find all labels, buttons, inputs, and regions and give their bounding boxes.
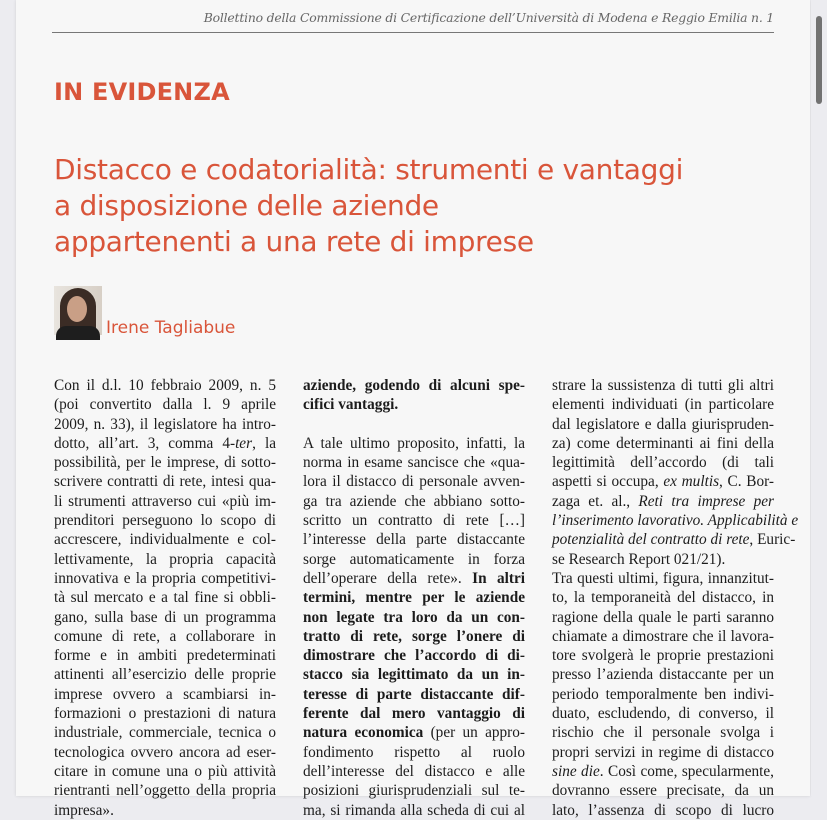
text-line: to, la temporaneità del distacco, in	[552, 589, 774, 607]
text-line: forme e in ambiti predeterminati	[54, 647, 276, 665]
author-byline	[54, 286, 236, 338]
title-line: Distacco e codatorialità: strumenti e vantaggi	[54, 153, 684, 186]
text-line: chiamate a dimostrare che il lavora-	[552, 627, 774, 645]
text-line: periodo temporalmente ben indivi-	[552, 685, 774, 703]
text-line: accrescere, individualmente e col-	[54, 531, 276, 549]
text-line: li strumenti attraverso cui «più im-	[54, 492, 276, 510]
text-line: dell’interesse del distacco e alle	[303, 762, 525, 780]
paragraph-gap	[303, 415, 525, 434]
text-line: rischio che il personale svolga i	[552, 724, 774, 742]
text-line: lato, l’assenza di scopo di lucro	[552, 801, 774, 819]
text-line: rientranti nell’oggetto della propria	[54, 782, 276, 800]
text-line: sine die. Così come, specularmente,	[552, 762, 774, 780]
text-line: scritto un contratto di rete […]	[303, 512, 525, 530]
title-line: appartenenti a una rete di imprese	[54, 225, 534, 258]
text-line: ga tra aziende che abbiano sotto-	[303, 492, 525, 510]
text-line: scrivere contratti di rete, intesi qua-	[54, 473, 276, 491]
text-line: se Research Report 021/21).	[552, 550, 726, 568]
text-line: tà sul mercato e a tal fine si obbli-	[54, 589, 276, 607]
text-line-bold: non legate tra loro da un con-	[303, 608, 525, 626]
text-line: citare in comune una o più attività	[54, 762, 276, 780]
scrollbar-track[interactable]	[811, 0, 827, 796]
text-line: comune di rete, a collaborare in	[54, 627, 276, 645]
author-photo-icon	[54, 286, 102, 335]
text-line: tecnologica ovvero ancora ad eser-	[54, 743, 276, 761]
text-line: zaga et. al., Reti tra imprese per	[552, 492, 774, 510]
text-line: dotto, all’art. 3, comma 4-ter, la	[54, 434, 276, 452]
text-line: potenzialità del contratto di rete, Euric-	[552, 531, 796, 549]
text-line-bold: stacco sia legittimato da un in-	[303, 666, 525, 684]
text-line: tore svolgerà le proprie prestazioni	[552, 647, 774, 665]
text-line: lora il distacco di personale avven-	[303, 473, 525, 491]
running-header: Bollettino della Commissione di Certificazione dell’Università di Modena e Reggio Emilia n. 1	[203, 10, 774, 25]
text-line: dal legislatore e dalla giurispruden-	[552, 415, 774, 433]
text-line: dell’operare della rete». In altri	[303, 569, 525, 587]
text-line: elementi individuati (in particolare	[552, 396, 774, 414]
text-line: strare la sussistenza di tutti gli altri	[552, 377, 774, 394]
text-line: duato, escludendo, di converso, il	[552, 705, 774, 723]
text-line: dovranno essere precisate, da un	[552, 782, 774, 800]
text-line: l’interesse della parte distaccante	[303, 531, 525, 549]
text-line: norma in esame sancisce che «qua-	[303, 454, 525, 472]
text-line: imprese ovvero a scambiarsi in-	[54, 685, 276, 703]
pdf-page	[16, 0, 810, 819]
column-3	[552, 376, 799, 820]
text-line: fondimento rispetto al ruolo	[303, 743, 525, 761]
text-line: Con il d.l. 10 febbraio 2009, n. 5	[54, 377, 276, 394]
text-line: posizioni giurisprudenziali sul te-	[303, 782, 525, 800]
text-line: presso l’azienda distaccante per un	[552, 666, 774, 684]
column-1	[54, 376, 276, 820]
author-name: Irene Tagliabue	[106, 318, 236, 338]
text-line: impresa».	[54, 801, 114, 819]
text-line: formazioni o prestazioni di natura	[54, 705, 276, 723]
text-line: prenditori perseguono lo scopo di	[54, 512, 276, 530]
text-line-bold: termini, mentre per le aziende	[303, 589, 525, 607]
text-line: ragione della quale le parti saranno	[552, 608, 774, 626]
text-line: ma, si rimanda alla scheda di cui al	[303, 801, 525, 819]
text-line: za) come determinanti ai fini della	[552, 434, 774, 452]
text-line: A tale ultimo proposito, infatti, la	[303, 434, 525, 452]
text-line: legittimità dell’accordo (di tali	[552, 454, 774, 472]
title-line: a disposizione delle aziende	[54, 189, 439, 222]
text-line: possibilità, per le imprese, di sotto-	[54, 454, 276, 472]
text-line: 2009, n. 33), il legislatore ha intro-	[54, 415, 276, 433]
text-line-bold: aziende, godendo di alcuni spe-	[303, 377, 525, 394]
text-line-italic: l’inserimento lavorativo. Applicabilità e	[552, 512, 799, 530]
text-line: industriale, commerciale, tecnica o	[54, 724, 276, 742]
article-title	[54, 152, 774, 260]
scrollbar-thumb[interactable]	[816, 16, 822, 104]
section-label: IN EVIDENZA	[54, 78, 230, 106]
text-line-bold: tratto di rete, sorge l’onere di	[303, 627, 525, 645]
column-2	[303, 376, 525, 820]
text-line: (poi convertito dalla l. 9 aprile	[54, 396, 276, 414]
text-line: natura economica (per un appro-	[303, 724, 525, 742]
text-line: aspetti si occupa, ex multis, C. Bor-	[552, 473, 774, 491]
header-rule	[52, 32, 774, 33]
article-body	[54, 376, 799, 820]
text-line: propri servizi in regime di distacco	[552, 743, 774, 761]
text-line: lettivamente, la propria capacità	[54, 550, 276, 568]
text-line-bold: ferente dal mero vantaggio di	[303, 705, 525, 723]
text-line: attinenti all’esercizio delle proprie	[54, 666, 276, 684]
text-line: gano, sulla base di un programma	[54, 608, 276, 626]
text-line: innovativa e la propria competitivi-	[54, 569, 276, 587]
text-line: Tra questi ultimi, figura, innanzitut-	[552, 569, 774, 587]
text-line-bold: teresse di parte distaccante dif-	[303, 685, 525, 703]
text-line: sorge automaticamente in forza	[303, 550, 525, 568]
text-line-bold: cifici vantaggi.	[303, 396, 399, 414]
text-line-bold: dimostrare che l’accordo di di-	[303, 647, 525, 665]
